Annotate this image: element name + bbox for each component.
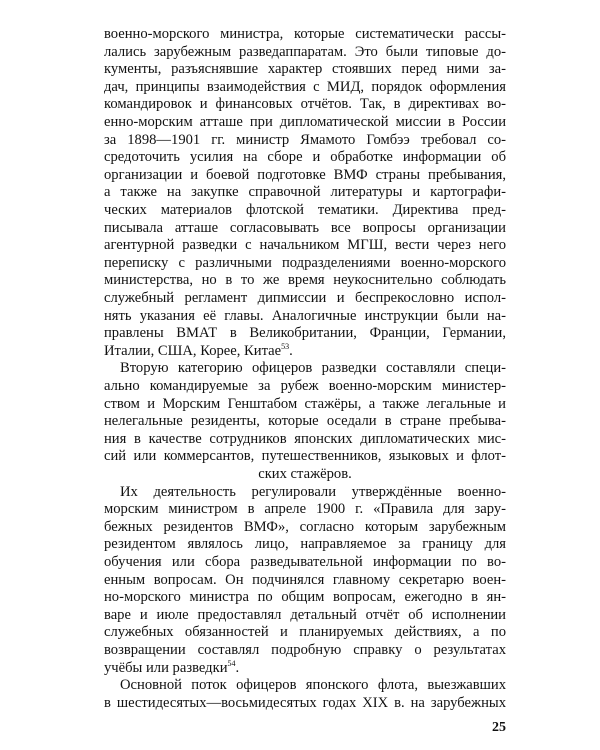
text-line-with-footnote <box>104 343 506 361</box>
text-line: военно-морского министра, которые систематически рассы- <box>104 26 506 42</box>
text-line: ством и Морским Генштабом стажёры, а также легальные и <box>104 395 506 412</box>
text-line: лались зарубежным разведаппаратам. Это были типовые до- <box>104 43 506 60</box>
text-line: министерства, но в то же время неукоснительно соблюдать <box>104 272 506 289</box>
text-line: сий или коммерсантов, путешественников, языковых и флот- <box>104 448 506 465</box>
text-line: обучения или сбора разведывательной информации по во- <box>104 554 506 570</box>
text-line: за 1898—1901 гг. министр Ямамото Гомбээ требовал со- <box>104 131 506 148</box>
text-line: резидентом являлось лицо, направляемое за границу для <box>104 536 506 553</box>
text-line: варе и июле предоставлял детальный отчёт об исполнении <box>104 606 506 623</box>
text-line: писывала атташе согласовывать все вопросы организации <box>104 219 506 236</box>
text-line: агентурной разведки с начальником МГШ, вести через него <box>104 237 506 254</box>
text-line: а также на закупке справочной литературы и картографи- <box>104 184 506 201</box>
text-line: командировок и финансовых отчётов. Так, в директивах во- <box>104 96 506 113</box>
footnote-marker: 53 <box>281 341 290 351</box>
text-line: нелегальные резиденты, которые оседали в стране пребыва- <box>104 413 506 430</box>
text-line: возвращении составлял подробную справку о результатах <box>104 642 506 658</box>
trailing-period: . <box>289 342 293 359</box>
text-line: енным вопросам. Он подчинялся главному секретарю воен- <box>104 571 506 588</box>
text-line: дач, принципы взаимодействия с МИД, порядок оформления <box>104 78 506 95</box>
text-line: морским министром в апреле 1900 г. «Правила для зару- <box>104 501 506 518</box>
text-line: кументы, разъяснявшие характер стоявших перед ними за- <box>104 61 506 78</box>
text-line: Вторую категорию офицеров разведки составляли специ- <box>120 360 506 377</box>
text-line: Италии, США, Корее, Китае <box>104 342 282 359</box>
text-line: служебных обязанностей и планируемых действиях, а по <box>104 624 506 641</box>
text-line: служебный регламент дипмиссии и беспрекословно испол- <box>104 290 506 306</box>
text-line: средоточить усилия на сборе и обработке информации об <box>104 149 506 166</box>
page-number: 25 <box>492 720 506 735</box>
text-line: ния в качестве сотрудников японских дипломатических мис- <box>104 430 506 447</box>
text-line: правлены ВМАТ в Великобритании, Франции, Германии, <box>104 325 506 342</box>
text-line: ально командируемые за рубеж военно-морским министер- <box>104 378 506 394</box>
text-line: Основной поток офицеров японского флота, выезжавших <box>120 677 506 694</box>
text-line: учёбы или разведки <box>104 659 228 676</box>
text-line: но-морского министра по общим вопросам, ежегодно в ян- <box>104 589 506 606</box>
text-line: переписку с различными подразделениями военно-морского <box>104 254 506 271</box>
text-line: нять указания её главы. Аналогичные инструкции были на- <box>104 307 506 324</box>
trailing-period: . <box>235 659 240 676</box>
text-line: ческих материалов флотской тематики. Директива пред- <box>104 202 506 218</box>
text-line: енно-морским атташе при дипломатической миссии в России <box>104 114 506 130</box>
text-line: бежных резидентов ВМФ», согласно которым зарубежным <box>104 518 506 535</box>
footnote-marker: 54 <box>227 658 236 668</box>
text-line: в шестидесятых—восьмидесятых годах XIX в. на зарубежных <box>104 694 506 711</box>
text-line: ских стажёров. <box>258 466 352 482</box>
text-line-with-footnote <box>104 660 506 678</box>
text-line: Их деятельность регулировали утверждённые военно- <box>120 483 506 500</box>
text-line: организации и боевой подготовке ВМФ страны пребывания, <box>104 166 506 183</box>
